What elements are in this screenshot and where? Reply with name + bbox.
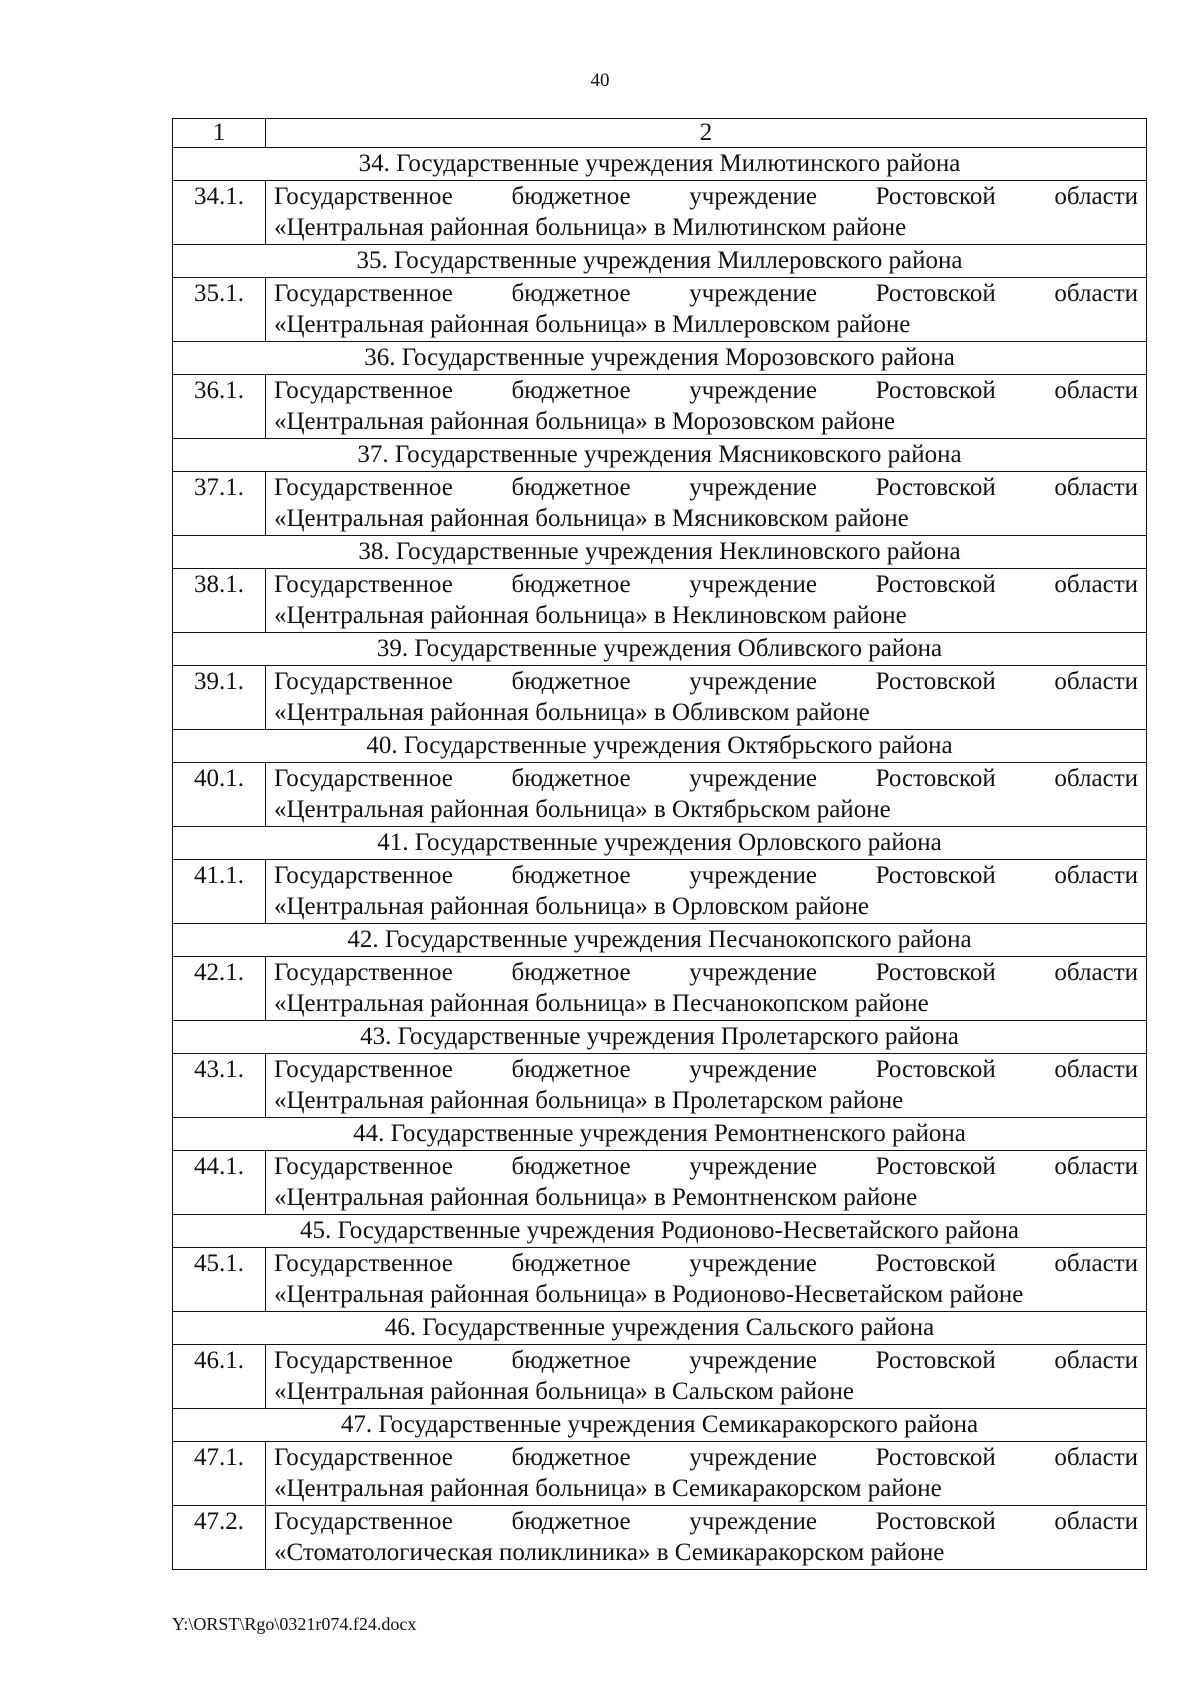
table-row — [173, 278, 1147, 342]
entry-number: 35.1. — [173, 278, 266, 342]
section-row — [173, 730, 1147, 763]
table-row — [173, 1248, 1147, 1312]
entry-description-line1: Государственное бюджетное учреждение Ростовской области — [274, 377, 1138, 404]
table-row — [173, 375, 1147, 439]
entry-description-line2: «Центральная районная больница» в Песчанокопском районе — [274, 990, 929, 1017]
entry-number: 47.2. — [173, 1506, 266, 1570]
entry-description-line1: Государственное бюджетное учреждение Ростовской области — [274, 862, 1138, 889]
section-row — [173, 245, 1147, 278]
entry-number: 47.1. — [173, 1442, 266, 1506]
entry-description — [266, 1442, 1147, 1506]
entry-description-line2: «Центральная районная больница» в Морозовском районе — [274, 408, 896, 435]
entry-description — [266, 860, 1147, 924]
section-title: 38. Государственные учреждения Неклиновского района — [173, 536, 1147, 569]
entry-number: 39.1. — [173, 666, 266, 730]
section-row — [173, 633, 1147, 666]
table-row — [173, 1151, 1147, 1215]
entry-description-line1: Государственное бюджетное учреждение Ростовской области — [274, 668, 1138, 695]
section-row — [173, 924, 1147, 957]
entry-description — [266, 472, 1147, 536]
entry-description-line1: Государственное бюджетное учреждение Ростовской области — [274, 1056, 1138, 1083]
table-row — [173, 1442, 1147, 1506]
entry-number: 34.1. — [173, 181, 266, 245]
table-row — [173, 181, 1147, 245]
entry-description — [266, 1248, 1147, 1312]
entry-number: 37.1. — [173, 472, 266, 536]
entry-description — [266, 763, 1147, 827]
entry-description-line1: Государственное бюджетное учреждение Ростовской области — [274, 1347, 1138, 1374]
entry-number: 41.1. — [173, 860, 266, 924]
section-row — [173, 1118, 1147, 1151]
section-title: 40. Государственные учреждения Октябрьского района — [173, 730, 1147, 763]
entry-description — [266, 278, 1147, 342]
entry-description-line1: Государственное бюджетное учреждение Ростовской области — [274, 1444, 1138, 1471]
section-title: 39. Государственные учреждения Обливского района — [173, 633, 1147, 666]
entry-description-line2: «Центральная районная больница» в Мясниковском районе — [274, 505, 909, 532]
section-row — [173, 1021, 1147, 1054]
section-row — [173, 439, 1147, 472]
column-header-number: 1 — [173, 119, 266, 148]
entry-description-line1: Государственное бюджетное учреждение Ростовской области — [274, 1508, 1138, 1535]
entry-number: 45.1. — [173, 1248, 266, 1312]
entry-description-line2: «Стоматологическая поликлиника» в Семикаракорском районе — [274, 1539, 945, 1566]
entry-description-line1: Государственное бюджетное учреждение Ростовской области — [274, 280, 1138, 307]
table-row — [173, 860, 1147, 924]
column-header-name: 2 — [266, 119, 1147, 148]
table-row — [173, 472, 1147, 536]
table-body — [173, 119, 1147, 1570]
entry-number: 43.1. — [173, 1054, 266, 1118]
entry-description-line1: Государственное бюджетное учреждение Ростовской области — [274, 183, 1138, 210]
entry-description — [266, 1506, 1147, 1570]
entry-number: 36.1. — [173, 375, 266, 439]
section-title: 47. Государственные учреждения Семикаракорского района — [173, 1409, 1147, 1442]
entry-description-line2: «Центральная районная больница» в Ремонтненском районе — [274, 1184, 918, 1211]
entry-description — [266, 569, 1147, 633]
footer-file-path: Y:\ORST\Rgo\0321r074.f24.docx — [172, 1614, 417, 1634]
entry-description — [266, 1345, 1147, 1409]
table-header-row — [173, 119, 1147, 148]
section-title: 46. Государственные учреждения Сальского района — [173, 1312, 1147, 1345]
entry-number: 46.1. — [173, 1345, 266, 1409]
entry-number: 42.1. — [173, 957, 266, 1021]
section-row — [173, 1215, 1147, 1248]
entry-description-line1: Государственное бюджетное учреждение Ростовской области — [274, 474, 1138, 501]
section-title: 41. Государственные учреждения Орловского района — [173, 827, 1147, 860]
institutions-table — [172, 118, 1147, 1570]
section-row — [173, 1409, 1147, 1442]
entry-description-line2: «Центральная районная больница» в Сальском районе — [274, 1378, 854, 1405]
entry-description — [266, 666, 1147, 730]
entry-number: 38.1. — [173, 569, 266, 633]
entry-description-line1: Государственное бюджетное учреждение Ростовской области — [274, 959, 1138, 986]
section-title: 37. Государственные учреждения Мясниковского района — [173, 439, 1147, 472]
entry-description-line2: «Центральная районная больница» в Милютинском районе — [274, 214, 907, 241]
entry-description-line1: Государственное бюджетное учреждение Ростовской области — [274, 571, 1138, 598]
entry-description — [266, 957, 1147, 1021]
entry-description — [266, 1054, 1147, 1118]
entry-description-line2: «Центральная районная больница» в Родионово-Несветайском районе — [274, 1281, 1024, 1308]
page-number: 40 — [590, 70, 610, 91]
table-row — [173, 763, 1147, 827]
section-title: 43. Государственные учреждения Пролетарского района — [173, 1021, 1147, 1054]
entry-description — [266, 375, 1147, 439]
entry-description — [266, 1151, 1147, 1215]
table-row — [173, 957, 1147, 1021]
table-row — [173, 1506, 1147, 1570]
entry-description-line2: «Центральная районная больница» в Пролетарском районе — [274, 1087, 904, 1114]
table-row — [173, 666, 1147, 730]
entry-description-line1: Государственное бюджетное учреждение Ростовской области — [274, 765, 1138, 792]
section-title: 42. Государственные учреждения Песчанокопского района — [173, 924, 1147, 957]
table-row — [173, 1345, 1147, 1409]
section-title: 34. Государственные учреждения Милютинского района — [173, 148, 1147, 181]
table-row — [173, 569, 1147, 633]
section-title: 36. Государственные учреждения Морозовского района — [173, 342, 1147, 375]
entry-description-line2: «Центральная районная больница» в Орловском районе — [274, 893, 869, 920]
section-row — [173, 342, 1147, 375]
entry-description-line2: «Центральная районная больница» в Октябрьском районе — [274, 796, 891, 823]
section-row — [173, 1312, 1147, 1345]
section-title: 45. Государственные учреждения Родионово-Несветайского района — [173, 1215, 1147, 1248]
entry-description-line2: «Центральная районная больница» в Миллеровском районе — [274, 311, 911, 338]
section-row — [173, 827, 1147, 860]
section-row — [173, 148, 1147, 181]
entry-number: 44.1. — [173, 1151, 266, 1215]
section-row — [173, 536, 1147, 569]
entry-description-line2: «Центральная районная больница» в Обливском районе — [274, 699, 870, 726]
entry-description-line2: «Центральная районная больница» в Неклиновском районе — [274, 602, 907, 629]
entry-number: 40.1. — [173, 763, 266, 827]
entry-description-line2: «Центральная районная больница» в Семикаракорском районе — [274, 1475, 942, 1502]
entry-description-line1: Государственное бюджетное учреждение Ростовской области — [274, 1153, 1138, 1180]
entry-description — [266, 181, 1147, 245]
section-title: 44. Государственные учреждения Ремонтненского района — [173, 1118, 1147, 1151]
section-title: 35. Государственные учреждения Миллеровского района — [173, 245, 1147, 278]
table-row — [173, 1054, 1147, 1118]
entry-description-line1: Государственное бюджетное учреждение Ростовской области — [274, 1250, 1138, 1277]
